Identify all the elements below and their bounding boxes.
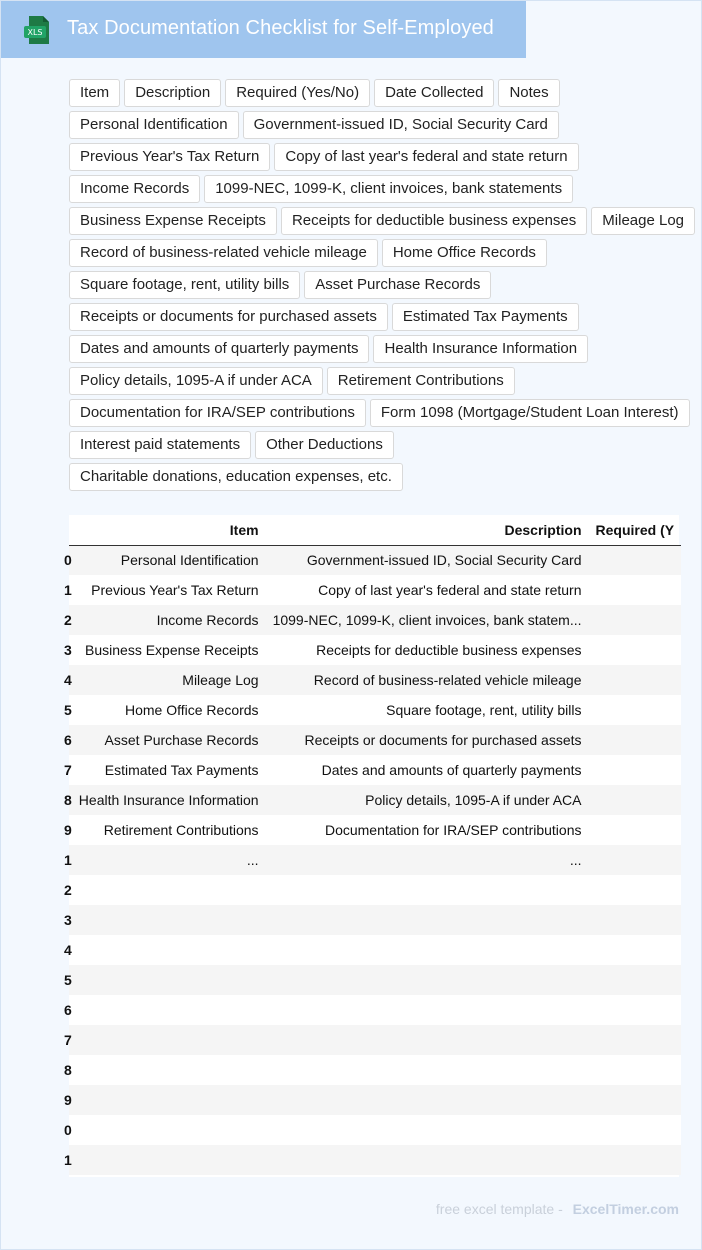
item-cell[interactable]: ... [72, 845, 266, 875]
column-header-required[interactable]: Required (Y [589, 515, 682, 545]
table-row[interactable] [69, 755, 681, 785]
field-tag[interactable]: Business Expense Receipts [69, 207, 277, 235]
item-cell[interactable] [72, 965, 266, 995]
field-tag[interactable]: Description [124, 79, 221, 107]
description-cell[interactable]: Dates and amounts of quarterly payments [266, 755, 589, 785]
table-row[interactable] [69, 1085, 681, 1115]
field-tag[interactable]: Estimated Tax Payments [392, 303, 579, 331]
field-tag[interactable]: Previous Year's Tax Return [69, 143, 270, 171]
row-index: 4 [69, 935, 72, 965]
required-cell[interactable] [589, 605, 682, 635]
table-row[interactable] [69, 845, 681, 875]
row-index: 8 [69, 1055, 72, 1085]
description-cell[interactable]: Copy of last year's federal and state return [266, 575, 589, 605]
row-index: 5 [69, 695, 72, 725]
description-cell[interactable] [266, 1025, 589, 1055]
required-cell[interactable] [589, 815, 682, 845]
field-tag[interactable]: Income Records [69, 175, 200, 203]
required-cell[interactable] [589, 755, 682, 785]
field-tag[interactable]: Policy details, 1095-A if under ACA [69, 367, 323, 395]
description-cell[interactable]: Record of business-related vehicle mileage [266, 665, 589, 695]
item-cell[interactable]: Home Office Records [72, 695, 266, 725]
field-tag[interactable]: Notes [498, 79, 559, 107]
item-cell[interactable]: Previous Year's Tax Return [72, 575, 266, 605]
footer-credit [436, 1201, 679, 1217]
description-cell[interactable]: ... [266, 845, 589, 875]
table-row[interactable] [69, 875, 681, 905]
table-row[interactable] [69, 905, 681, 935]
checklist-table [64, 515, 681, 1175]
row-index: 7 [69, 755, 72, 785]
required-cell[interactable] [589, 1055, 682, 1085]
row-index: 9 [69, 1085, 72, 1115]
table-row[interactable] [69, 575, 681, 605]
field-tag[interactable]: Government-issued ID, Social Security Card [243, 111, 559, 139]
table-row[interactable] [69, 635, 681, 665]
required-cell[interactable] [589, 1145, 682, 1175]
table-row[interactable] [69, 965, 681, 995]
row-index: 4 [69, 665, 72, 695]
description-cell[interactable]: 1099-NEC, 1099-K, client invoices, bank statem... [266, 605, 589, 635]
item-cell[interactable] [72, 1085, 266, 1115]
row-index: 3 [69, 905, 72, 935]
field-tag[interactable]: Square footage, rent, utility bills [69, 271, 300, 299]
field-tag[interactable]: Home Office Records [382, 239, 547, 267]
description-cell[interactable] [266, 995, 589, 1025]
row-index: 1 [69, 845, 72, 875]
description-cell[interactable]: Documentation for IRA/SEP contributions [266, 815, 589, 845]
svg-text:XLS: XLS [27, 28, 43, 37]
table-header-row [69, 515, 681, 545]
field-tag-list [69, 79, 699, 491]
field-tag[interactable]: Form 1098 (Mortgage/Student Loan Interest) [370, 399, 690, 427]
description-cell[interactable]: Receipts for deductible business expenses [266, 635, 589, 665]
description-cell[interactable]: Policy details, 1095-A if under ACA [266, 785, 589, 815]
field-tag[interactable]: Mileage Log [591, 207, 695, 235]
row-index: 2 [69, 875, 72, 905]
row-index: 2 [69, 605, 72, 635]
item-cell[interactable]: Income Records [72, 605, 266, 635]
field-tag[interactable]: Asset Purchase Records [304, 271, 491, 299]
item-cell[interactable]: Business Expense Receipts [72, 635, 266, 665]
required-cell[interactable] [589, 545, 682, 575]
row-index: 1 [69, 1145, 72, 1175]
table-row[interactable] [69, 1115, 681, 1145]
data-table-panel[interactable] [64, 515, 679, 1177]
field-tag[interactable]: Receipts or documents for purchased assets [69, 303, 388, 331]
description-cell[interactable] [266, 905, 589, 935]
item-cell[interactable] [72, 875, 266, 905]
field-tag[interactable]: Interest paid statements [69, 431, 251, 459]
required-cell[interactable] [589, 695, 682, 725]
item-cell[interactable] [72, 1055, 266, 1085]
item-cell[interactable] [72, 1145, 266, 1175]
required-cell[interactable] [589, 725, 682, 755]
item-cell[interactable] [72, 905, 266, 935]
table-row[interactable] [69, 815, 681, 845]
description-cell[interactable] [266, 875, 589, 905]
table-row[interactable] [69, 935, 681, 965]
field-tag[interactable]: Date Collected [374, 79, 494, 107]
row-index: 5 [69, 965, 72, 995]
field-tag[interactable]: Charitable donations, education expenses, etc. [69, 463, 403, 491]
required-cell[interactable] [589, 1115, 682, 1145]
item-cell[interactable]: Health Insurance Information [72, 785, 266, 815]
field-tag[interactable]: 1099-NEC, 1099-K, client invoices, bank statements [204, 175, 573, 203]
field-tag[interactable]: Health Insurance Information [373, 335, 588, 363]
required-cell[interactable] [589, 995, 682, 1025]
row-index: 7 [69, 1025, 72, 1055]
table-row[interactable] [69, 785, 681, 815]
row-index: 6 [69, 995, 72, 1025]
title-banner [1, 1, 526, 58]
required-cell[interactable] [589, 665, 682, 695]
row-index: 9 [69, 815, 72, 845]
field-tag[interactable]: Dates and amounts of quarterly payments [69, 335, 369, 363]
footer-prefix: free excel template - [435, 1201, 563, 1217]
required-cell[interactable] [589, 785, 682, 815]
required-cell[interactable] [589, 635, 682, 665]
table-row[interactable] [69, 1055, 681, 1085]
table-row[interactable] [69, 695, 681, 725]
field-tag[interactable]: Record of business-related vehicle mileage [69, 239, 378, 267]
item-cell[interactable] [72, 995, 266, 1025]
row-index: 3 [69, 635, 72, 665]
item-cell[interactable] [72, 1115, 266, 1145]
row-index: 0 [69, 1115, 72, 1145]
description-cell[interactable]: Government-issued ID, Social Security Card [266, 545, 589, 575]
item-cell[interactable]: Estimated Tax Payments [72, 755, 266, 785]
description-cell[interactable] [266, 1145, 589, 1175]
table-row[interactable] [69, 545, 681, 575]
required-cell[interactable] [589, 875, 682, 905]
required-cell[interactable] [589, 1085, 682, 1115]
table-row[interactable] [69, 725, 681, 755]
description-cell[interactable] [266, 935, 589, 965]
field-tag[interactable]: Documentation for IRA/SEP contributions [69, 399, 366, 427]
required-cell[interactable] [589, 845, 682, 875]
description-cell[interactable] [266, 1115, 589, 1145]
row-index: 8 [69, 785, 72, 815]
description-cell[interactable] [266, 1055, 589, 1085]
description-cell[interactable]: Square footage, rent, utility bills [266, 695, 589, 725]
field-tag[interactable]: Personal Identification [69, 111, 239, 139]
field-tag[interactable]: Copy of last year's federal and state return [274, 143, 578, 171]
item-cell[interactable]: Personal Identification [72, 545, 266, 575]
item-cell[interactable] [72, 935, 266, 965]
column-header-item[interactable]: Item [72, 515, 266, 545]
description-cell[interactable] [266, 1085, 589, 1115]
required-cell[interactable] [589, 575, 682, 605]
excel-file-icon [21, 14, 53, 46]
row-index: 0 [69, 545, 72, 575]
field-tag[interactable]: Receipts for deductible business expenses [281, 207, 587, 235]
column-header-description[interactable]: Description [266, 515, 589, 545]
item-cell[interactable]: Asset Purchase Records [72, 725, 266, 755]
field-tag[interactable]: Other Deductions [255, 431, 394, 459]
item-cell[interactable] [72, 1025, 266, 1055]
footer-brand-link[interactable]: ExcelTimer.com [572, 1201, 679, 1217]
required-cell[interactable] [589, 905, 682, 935]
table-row[interactable] [69, 1025, 681, 1055]
table-row[interactable] [69, 665, 681, 695]
required-cell[interactable] [589, 965, 682, 995]
table-row[interactable] [69, 995, 681, 1025]
page-title: Tax Documentation Checklist for Self-Employed [67, 17, 494, 39]
item-cell[interactable]: Retirement Contributions [72, 815, 266, 845]
row-index: 6 [69, 725, 72, 755]
field-tag[interactable]: Required (Yes/No) [225, 79, 370, 107]
field-tag[interactable]: Item [69, 79, 120, 107]
row-index: 1 [69, 575, 72, 605]
item-cell[interactable]: Mileage Log [72, 665, 266, 695]
description-cell[interactable] [266, 965, 589, 995]
table-row[interactable] [69, 1145, 681, 1175]
description-cell[interactable]: Receipts or documents for purchased assets [266, 725, 589, 755]
required-cell[interactable] [589, 1025, 682, 1055]
table-row[interactable] [69, 605, 681, 635]
required-cell[interactable] [589, 935, 682, 965]
field-tag[interactable]: Retirement Contributions [327, 367, 515, 395]
